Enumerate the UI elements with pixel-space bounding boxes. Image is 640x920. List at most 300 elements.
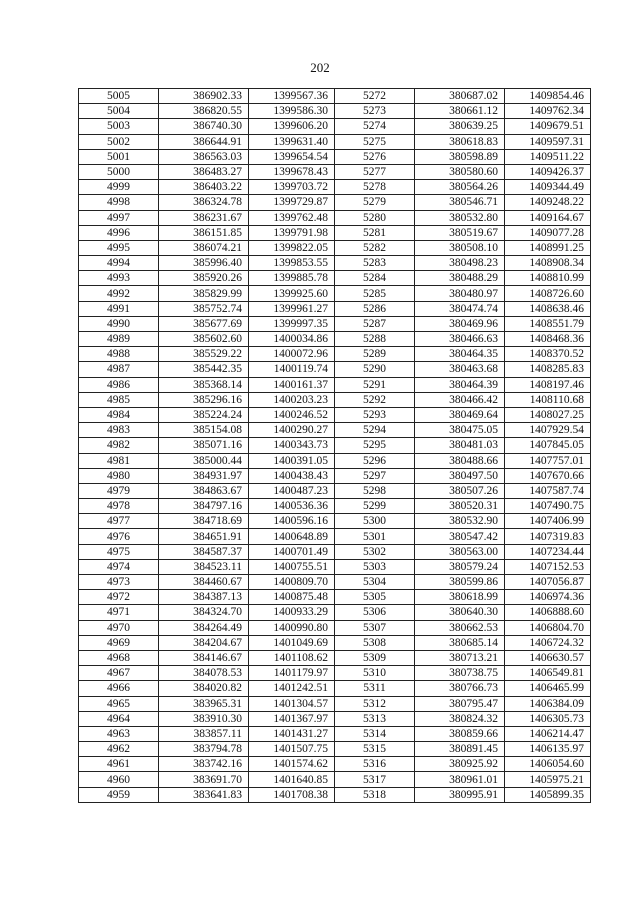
y-coordinate-cell: 1399961.27 bbox=[249, 301, 335, 316]
point-id-cell: 5284 bbox=[335, 271, 415, 286]
x-coordinate-cell: 380466.63 bbox=[415, 332, 505, 347]
point-id-cell: 4991 bbox=[79, 301, 159, 316]
x-coordinate-cell: 380520.31 bbox=[415, 499, 505, 514]
x-coordinate-cell: 380662.53 bbox=[415, 620, 505, 635]
y-coordinate-cell: 1399586.30 bbox=[249, 104, 335, 119]
table-row bbox=[79, 392, 591, 407]
x-coordinate-cell: 385996.40 bbox=[159, 256, 249, 271]
point-id-cell: 5283 bbox=[335, 256, 415, 271]
point-id-cell: 5295 bbox=[335, 438, 415, 453]
table-row bbox=[79, 180, 591, 195]
y-coordinate-cell: 1407152.53 bbox=[505, 559, 591, 574]
point-id-cell: 4978 bbox=[79, 499, 159, 514]
x-coordinate-cell: 386483.27 bbox=[159, 164, 249, 179]
table-row bbox=[79, 772, 591, 787]
y-coordinate-cell: 1409597.31 bbox=[505, 134, 591, 149]
y-coordinate-cell: 1406465.99 bbox=[505, 681, 591, 696]
x-coordinate-cell: 380579.24 bbox=[415, 559, 505, 574]
y-coordinate-cell: 1399631.40 bbox=[249, 134, 335, 149]
point-id-cell: 4964 bbox=[79, 711, 159, 726]
y-coordinate-cell: 1406214.47 bbox=[505, 726, 591, 741]
y-coordinate-cell: 1401574.62 bbox=[249, 757, 335, 772]
x-coordinate-cell: 386644.91 bbox=[159, 134, 249, 149]
point-id-cell: 4979 bbox=[79, 483, 159, 498]
table-row bbox=[79, 149, 591, 164]
x-coordinate-cell: 380507.26 bbox=[415, 483, 505, 498]
point-id-cell: 4966 bbox=[79, 681, 159, 696]
point-id-cell: 5305 bbox=[335, 590, 415, 605]
x-coordinate-cell: 383910.30 bbox=[159, 711, 249, 726]
point-id-cell: 5306 bbox=[335, 605, 415, 620]
y-coordinate-cell: 1409248.22 bbox=[505, 195, 591, 210]
point-id-cell: 5317 bbox=[335, 772, 415, 787]
y-coordinate-cell: 1407234.44 bbox=[505, 544, 591, 559]
x-coordinate-cell: 384078.53 bbox=[159, 666, 249, 681]
table-row bbox=[79, 620, 591, 635]
point-id-cell: 4980 bbox=[79, 468, 159, 483]
table-row bbox=[79, 377, 591, 392]
y-coordinate-cell: 1400161.37 bbox=[249, 377, 335, 392]
point-id-cell: 5312 bbox=[335, 696, 415, 711]
x-coordinate-cell: 380687.02 bbox=[415, 89, 505, 104]
x-coordinate-cell: 380532.90 bbox=[415, 514, 505, 529]
x-coordinate-cell: 380618.83 bbox=[415, 134, 505, 149]
y-coordinate-cell: 1400648.89 bbox=[249, 529, 335, 544]
x-coordinate-cell: 384863.67 bbox=[159, 483, 249, 498]
point-id-cell: 5282 bbox=[335, 240, 415, 255]
table-row bbox=[79, 499, 591, 514]
point-id-cell: 5293 bbox=[335, 407, 415, 422]
x-coordinate-cell: 380995.91 bbox=[415, 787, 505, 802]
x-coordinate-cell: 380795.47 bbox=[415, 696, 505, 711]
x-coordinate-cell: 384264.49 bbox=[159, 620, 249, 635]
table-row bbox=[79, 438, 591, 453]
x-coordinate-cell: 380464.39 bbox=[415, 377, 505, 392]
x-coordinate-cell: 380580.60 bbox=[415, 164, 505, 179]
point-id-cell: 4986 bbox=[79, 377, 159, 392]
y-coordinate-cell: 1400203.23 bbox=[249, 392, 335, 407]
y-coordinate-cell: 1409344.49 bbox=[505, 180, 591, 195]
y-coordinate-cell: 1401708.38 bbox=[249, 787, 335, 802]
x-coordinate-cell: 384718.69 bbox=[159, 514, 249, 529]
x-coordinate-cell: 384651.91 bbox=[159, 529, 249, 544]
point-id-cell: 5274 bbox=[335, 119, 415, 134]
point-id-cell: 5302 bbox=[335, 544, 415, 559]
y-coordinate-cell: 1400990.80 bbox=[249, 620, 335, 635]
table-row bbox=[79, 681, 591, 696]
y-coordinate-cell: 1408551.79 bbox=[505, 316, 591, 331]
table-row bbox=[79, 240, 591, 255]
point-id-cell: 5303 bbox=[335, 559, 415, 574]
point-id-cell: 5288 bbox=[335, 332, 415, 347]
point-id-cell: 4989 bbox=[79, 332, 159, 347]
x-coordinate-cell: 385442.35 bbox=[159, 362, 249, 377]
y-coordinate-cell: 1400809.70 bbox=[249, 575, 335, 590]
point-id-cell: 4997 bbox=[79, 210, 159, 225]
x-coordinate-cell: 380488.29 bbox=[415, 271, 505, 286]
x-coordinate-cell: 380661.12 bbox=[415, 104, 505, 119]
table-row bbox=[79, 164, 591, 179]
table-row bbox=[79, 271, 591, 286]
y-coordinate-cell: 1400755.51 bbox=[249, 559, 335, 574]
x-coordinate-cell: 380466.42 bbox=[415, 392, 505, 407]
y-coordinate-cell: 1401367.97 bbox=[249, 711, 335, 726]
x-coordinate-cell: 380488.66 bbox=[415, 453, 505, 468]
table-row bbox=[79, 210, 591, 225]
x-coordinate-cell: 380463.68 bbox=[415, 362, 505, 377]
table-row bbox=[79, 119, 591, 134]
y-coordinate-cell: 1400596.16 bbox=[249, 514, 335, 529]
x-coordinate-cell: 385224.24 bbox=[159, 407, 249, 422]
point-id-cell: 4998 bbox=[79, 195, 159, 210]
table-row bbox=[79, 423, 591, 438]
y-coordinate-cell: 1409679.51 bbox=[505, 119, 591, 134]
y-coordinate-cell: 1399606.20 bbox=[249, 119, 335, 134]
point-id-cell: 4984 bbox=[79, 407, 159, 422]
y-coordinate-cell: 1407056.87 bbox=[505, 575, 591, 590]
y-coordinate-cell: 1406888.60 bbox=[505, 605, 591, 620]
x-coordinate-cell: 380498.23 bbox=[415, 256, 505, 271]
point-id-cell: 5287 bbox=[335, 316, 415, 331]
point-id-cell: 4993 bbox=[79, 271, 159, 286]
y-coordinate-cell: 1408285.83 bbox=[505, 362, 591, 377]
x-coordinate-cell: 384931.97 bbox=[159, 468, 249, 483]
y-coordinate-cell: 1400438.43 bbox=[249, 468, 335, 483]
y-coordinate-cell: 1400034.86 bbox=[249, 332, 335, 347]
point-id-cell: 5002 bbox=[79, 134, 159, 149]
point-id-cell: 4982 bbox=[79, 438, 159, 453]
x-coordinate-cell: 386231.67 bbox=[159, 210, 249, 225]
table-row bbox=[79, 301, 591, 316]
point-id-cell: 5286 bbox=[335, 301, 415, 316]
y-coordinate-cell: 1399654.54 bbox=[249, 149, 335, 164]
table-row bbox=[79, 544, 591, 559]
table-row bbox=[79, 195, 591, 210]
point-id-cell: 5000 bbox=[79, 164, 159, 179]
x-coordinate-cell: 380469.64 bbox=[415, 407, 505, 422]
y-coordinate-cell: 1408810.99 bbox=[505, 271, 591, 286]
y-coordinate-cell: 1399791.98 bbox=[249, 225, 335, 240]
point-id-cell: 5276 bbox=[335, 149, 415, 164]
y-coordinate-cell: 1399925.60 bbox=[249, 286, 335, 301]
x-coordinate-cell: 385368.14 bbox=[159, 377, 249, 392]
table-row bbox=[79, 453, 591, 468]
point-id-cell: 5311 bbox=[335, 681, 415, 696]
point-id-cell: 5290 bbox=[335, 362, 415, 377]
y-coordinate-cell: 1409077.28 bbox=[505, 225, 591, 240]
table-row bbox=[79, 605, 591, 620]
y-coordinate-cell: 1408908.34 bbox=[505, 256, 591, 271]
x-coordinate-cell: 385000.44 bbox=[159, 453, 249, 468]
x-coordinate-cell: 380547.42 bbox=[415, 529, 505, 544]
table-row bbox=[79, 468, 591, 483]
x-coordinate-cell: 380475.05 bbox=[415, 423, 505, 438]
point-id-cell: 4969 bbox=[79, 635, 159, 650]
table-row bbox=[79, 787, 591, 802]
point-id-cell: 4963 bbox=[79, 726, 159, 741]
x-coordinate-cell: 386151.85 bbox=[159, 225, 249, 240]
point-id-cell: 4961 bbox=[79, 757, 159, 772]
x-coordinate-cell: 386324.78 bbox=[159, 195, 249, 210]
table-row bbox=[79, 347, 591, 362]
x-coordinate-cell: 385677.69 bbox=[159, 316, 249, 331]
y-coordinate-cell: 1409854.46 bbox=[505, 89, 591, 104]
x-coordinate-cell: 383794.78 bbox=[159, 742, 249, 757]
x-coordinate-cell: 384587.37 bbox=[159, 544, 249, 559]
point-id-cell: 5291 bbox=[335, 377, 415, 392]
point-id-cell: 4992 bbox=[79, 286, 159, 301]
table-row bbox=[79, 757, 591, 772]
point-id-cell: 4985 bbox=[79, 392, 159, 407]
point-id-cell: 5278 bbox=[335, 180, 415, 195]
y-coordinate-cell: 1400391.05 bbox=[249, 453, 335, 468]
point-id-cell: 5314 bbox=[335, 726, 415, 741]
x-coordinate-cell: 386403.22 bbox=[159, 180, 249, 195]
point-id-cell: 5301 bbox=[335, 529, 415, 544]
point-id-cell: 4960 bbox=[79, 772, 159, 787]
table-row bbox=[79, 635, 591, 650]
x-coordinate-cell: 380481.03 bbox=[415, 438, 505, 453]
point-id-cell: 4983 bbox=[79, 423, 159, 438]
table-row bbox=[79, 286, 591, 301]
y-coordinate-cell: 1406384.09 bbox=[505, 696, 591, 711]
y-coordinate-cell: 1407670.66 bbox=[505, 468, 591, 483]
point-id-cell: 4965 bbox=[79, 696, 159, 711]
table-row bbox=[79, 666, 591, 681]
x-coordinate-cell: 384020.82 bbox=[159, 681, 249, 696]
point-id-cell: 4977 bbox=[79, 514, 159, 529]
point-id-cell: 4973 bbox=[79, 575, 159, 590]
y-coordinate-cell: 1399729.87 bbox=[249, 195, 335, 210]
point-id-cell: 5318 bbox=[335, 787, 415, 802]
y-coordinate-cell: 1407757.01 bbox=[505, 453, 591, 468]
point-id-cell: 4970 bbox=[79, 620, 159, 635]
y-coordinate-cell: 1409164.67 bbox=[505, 210, 591, 225]
table-row bbox=[79, 575, 591, 590]
point-id-cell: 5307 bbox=[335, 620, 415, 635]
y-coordinate-cell: 1400290.27 bbox=[249, 423, 335, 438]
point-id-cell: 5005 bbox=[79, 89, 159, 104]
y-coordinate-cell: 1399567.36 bbox=[249, 89, 335, 104]
x-coordinate-cell: 384460.67 bbox=[159, 575, 249, 590]
x-coordinate-cell: 386820.55 bbox=[159, 104, 249, 119]
x-coordinate-cell: 380564.26 bbox=[415, 180, 505, 195]
point-id-cell: 4999 bbox=[79, 180, 159, 195]
x-coordinate-cell: 384523.11 bbox=[159, 559, 249, 574]
point-id-cell: 5001 bbox=[79, 149, 159, 164]
point-id-cell: 5292 bbox=[335, 392, 415, 407]
y-coordinate-cell: 1399822.05 bbox=[249, 240, 335, 255]
x-coordinate-cell: 380519.67 bbox=[415, 225, 505, 240]
page-number: 202 bbox=[310, 60, 330, 75]
point-id-cell: 4971 bbox=[79, 605, 159, 620]
x-coordinate-cell: 380766.73 bbox=[415, 681, 505, 696]
table-row bbox=[79, 726, 591, 741]
y-coordinate-cell: 1409511.22 bbox=[505, 149, 591, 164]
x-coordinate-cell: 383641.83 bbox=[159, 787, 249, 802]
x-coordinate-cell: 380599.86 bbox=[415, 575, 505, 590]
x-coordinate-cell: 386563.03 bbox=[159, 149, 249, 164]
y-coordinate-cell: 1408638.46 bbox=[505, 301, 591, 316]
x-coordinate-cell: 385154.08 bbox=[159, 423, 249, 438]
point-id-cell: 4988 bbox=[79, 347, 159, 362]
point-id-cell: 5281 bbox=[335, 225, 415, 240]
table-row bbox=[79, 256, 591, 271]
y-coordinate-cell: 1406630.57 bbox=[505, 650, 591, 665]
x-coordinate-cell: 385602.60 bbox=[159, 332, 249, 347]
x-coordinate-cell: 386740.30 bbox=[159, 119, 249, 134]
table-row bbox=[79, 104, 591, 119]
y-coordinate-cell: 1408027.25 bbox=[505, 407, 591, 422]
y-coordinate-cell: 1407319.83 bbox=[505, 529, 591, 544]
x-coordinate-cell: 384797.16 bbox=[159, 499, 249, 514]
x-coordinate-cell: 380497.50 bbox=[415, 468, 505, 483]
y-coordinate-cell: 1399762.48 bbox=[249, 210, 335, 225]
table-row bbox=[79, 362, 591, 377]
x-coordinate-cell: 380891.45 bbox=[415, 742, 505, 757]
y-coordinate-cell: 1407845.05 bbox=[505, 438, 591, 453]
y-coordinate-cell: 1400487.23 bbox=[249, 483, 335, 498]
point-id-cell: 5280 bbox=[335, 210, 415, 225]
point-id-cell: 5003 bbox=[79, 119, 159, 134]
y-coordinate-cell: 1401507.75 bbox=[249, 742, 335, 757]
x-coordinate-cell: 384324.70 bbox=[159, 605, 249, 620]
point-id-cell: 5273 bbox=[335, 104, 415, 119]
table-row bbox=[79, 742, 591, 757]
y-coordinate-cell: 1405975.21 bbox=[505, 772, 591, 787]
y-coordinate-cell: 1406054.60 bbox=[505, 757, 591, 772]
x-coordinate-cell: 383857.11 bbox=[159, 726, 249, 741]
table-row bbox=[79, 134, 591, 149]
x-coordinate-cell: 383691.70 bbox=[159, 772, 249, 787]
y-coordinate-cell: 1406305.73 bbox=[505, 711, 591, 726]
point-id-cell: 5304 bbox=[335, 575, 415, 590]
x-coordinate-cell: 380532.80 bbox=[415, 210, 505, 225]
y-coordinate-cell: 1407406.99 bbox=[505, 514, 591, 529]
point-id-cell: 5279 bbox=[335, 195, 415, 210]
y-coordinate-cell: 1406135.97 bbox=[505, 742, 591, 757]
x-coordinate-cell: 385752.74 bbox=[159, 301, 249, 316]
x-coordinate-cell: 380618.99 bbox=[415, 590, 505, 605]
point-id-cell: 5308 bbox=[335, 635, 415, 650]
point-id-cell: 5313 bbox=[335, 711, 415, 726]
y-coordinate-cell: 1407929.54 bbox=[505, 423, 591, 438]
y-coordinate-cell: 1407587.74 bbox=[505, 483, 591, 498]
y-coordinate-cell: 1400701.49 bbox=[249, 544, 335, 559]
y-coordinate-cell: 1408991.25 bbox=[505, 240, 591, 255]
y-coordinate-cell: 1406724.32 bbox=[505, 635, 591, 650]
point-id-cell: 4975 bbox=[79, 544, 159, 559]
x-coordinate-cell: 384204.67 bbox=[159, 635, 249, 650]
table-row bbox=[79, 316, 591, 331]
point-id-cell: 4987 bbox=[79, 362, 159, 377]
point-id-cell: 4974 bbox=[79, 559, 159, 574]
y-coordinate-cell: 1399885.78 bbox=[249, 271, 335, 286]
x-coordinate-cell: 380640.30 bbox=[415, 605, 505, 620]
coordinates-table bbox=[78, 88, 591, 803]
y-coordinate-cell: 1399703.72 bbox=[249, 180, 335, 195]
x-coordinate-cell: 383965.31 bbox=[159, 696, 249, 711]
point-id-cell: 4994 bbox=[79, 256, 159, 271]
y-coordinate-cell: 1406974.36 bbox=[505, 590, 591, 605]
table-row bbox=[79, 559, 591, 574]
x-coordinate-cell: 383742.16 bbox=[159, 757, 249, 772]
table-row bbox=[79, 696, 591, 711]
table-row bbox=[79, 225, 591, 240]
y-coordinate-cell: 1400933.29 bbox=[249, 605, 335, 620]
point-id-cell: 5298 bbox=[335, 483, 415, 498]
point-id-cell: 4981 bbox=[79, 453, 159, 468]
table-row bbox=[79, 711, 591, 726]
x-coordinate-cell: 385529.22 bbox=[159, 347, 249, 362]
x-coordinate-cell: 380480.97 bbox=[415, 286, 505, 301]
point-id-cell: 4959 bbox=[79, 787, 159, 802]
y-coordinate-cell: 1400119.74 bbox=[249, 362, 335, 377]
x-coordinate-cell: 380961.01 bbox=[415, 772, 505, 787]
y-coordinate-cell: 1408726.60 bbox=[505, 286, 591, 301]
x-coordinate-cell: 386902.33 bbox=[159, 89, 249, 104]
point-id-cell: 5315 bbox=[335, 742, 415, 757]
coordinates-table-body bbox=[79, 89, 591, 803]
x-coordinate-cell: 380824.32 bbox=[415, 711, 505, 726]
x-coordinate-cell: 380563.00 bbox=[415, 544, 505, 559]
point-id-cell: 4996 bbox=[79, 225, 159, 240]
x-coordinate-cell: 380469.96 bbox=[415, 316, 505, 331]
y-coordinate-cell: 1400875.48 bbox=[249, 590, 335, 605]
table-row bbox=[79, 514, 591, 529]
x-coordinate-cell: 380474.74 bbox=[415, 301, 505, 316]
point-id-cell: 5272 bbox=[335, 89, 415, 104]
y-coordinate-cell: 1408110.68 bbox=[505, 392, 591, 407]
x-coordinate-cell: 380546.71 bbox=[415, 195, 505, 210]
y-coordinate-cell: 1401179.97 bbox=[249, 666, 335, 681]
point-id-cell: 4968 bbox=[79, 650, 159, 665]
point-id-cell: 4962 bbox=[79, 742, 159, 757]
table-row bbox=[79, 529, 591, 544]
table-row bbox=[79, 483, 591, 498]
y-coordinate-cell: 1400536.36 bbox=[249, 499, 335, 514]
point-id-cell: 5296 bbox=[335, 453, 415, 468]
y-coordinate-cell: 1408468.36 bbox=[505, 332, 591, 347]
y-coordinate-cell: 1401108.62 bbox=[249, 650, 335, 665]
point-id-cell: 5310 bbox=[335, 666, 415, 681]
point-id-cell: 5004 bbox=[79, 104, 159, 119]
y-coordinate-cell: 1401049.69 bbox=[249, 635, 335, 650]
y-coordinate-cell: 1406804.70 bbox=[505, 620, 591, 635]
point-id-cell: 4972 bbox=[79, 590, 159, 605]
y-coordinate-cell: 1401304.57 bbox=[249, 696, 335, 711]
x-coordinate-cell: 384146.67 bbox=[159, 650, 249, 665]
table-row bbox=[79, 590, 591, 605]
point-id-cell: 5285 bbox=[335, 286, 415, 301]
point-id-cell: 4990 bbox=[79, 316, 159, 331]
table-row bbox=[79, 650, 591, 665]
x-coordinate-cell: 380639.25 bbox=[415, 119, 505, 134]
x-coordinate-cell: 385829.99 bbox=[159, 286, 249, 301]
x-coordinate-cell: 380685.14 bbox=[415, 635, 505, 650]
y-coordinate-cell: 1407490.75 bbox=[505, 499, 591, 514]
table-row bbox=[79, 407, 591, 422]
y-coordinate-cell: 1400343.73 bbox=[249, 438, 335, 453]
point-id-cell: 5294 bbox=[335, 423, 415, 438]
y-coordinate-cell: 1399997.35 bbox=[249, 316, 335, 331]
point-id-cell: 5277 bbox=[335, 164, 415, 179]
point-id-cell: 5309 bbox=[335, 650, 415, 665]
point-id-cell: 4976 bbox=[79, 529, 159, 544]
y-coordinate-cell: 1399678.43 bbox=[249, 164, 335, 179]
table-row bbox=[79, 89, 591, 104]
y-coordinate-cell: 1409426.37 bbox=[505, 164, 591, 179]
